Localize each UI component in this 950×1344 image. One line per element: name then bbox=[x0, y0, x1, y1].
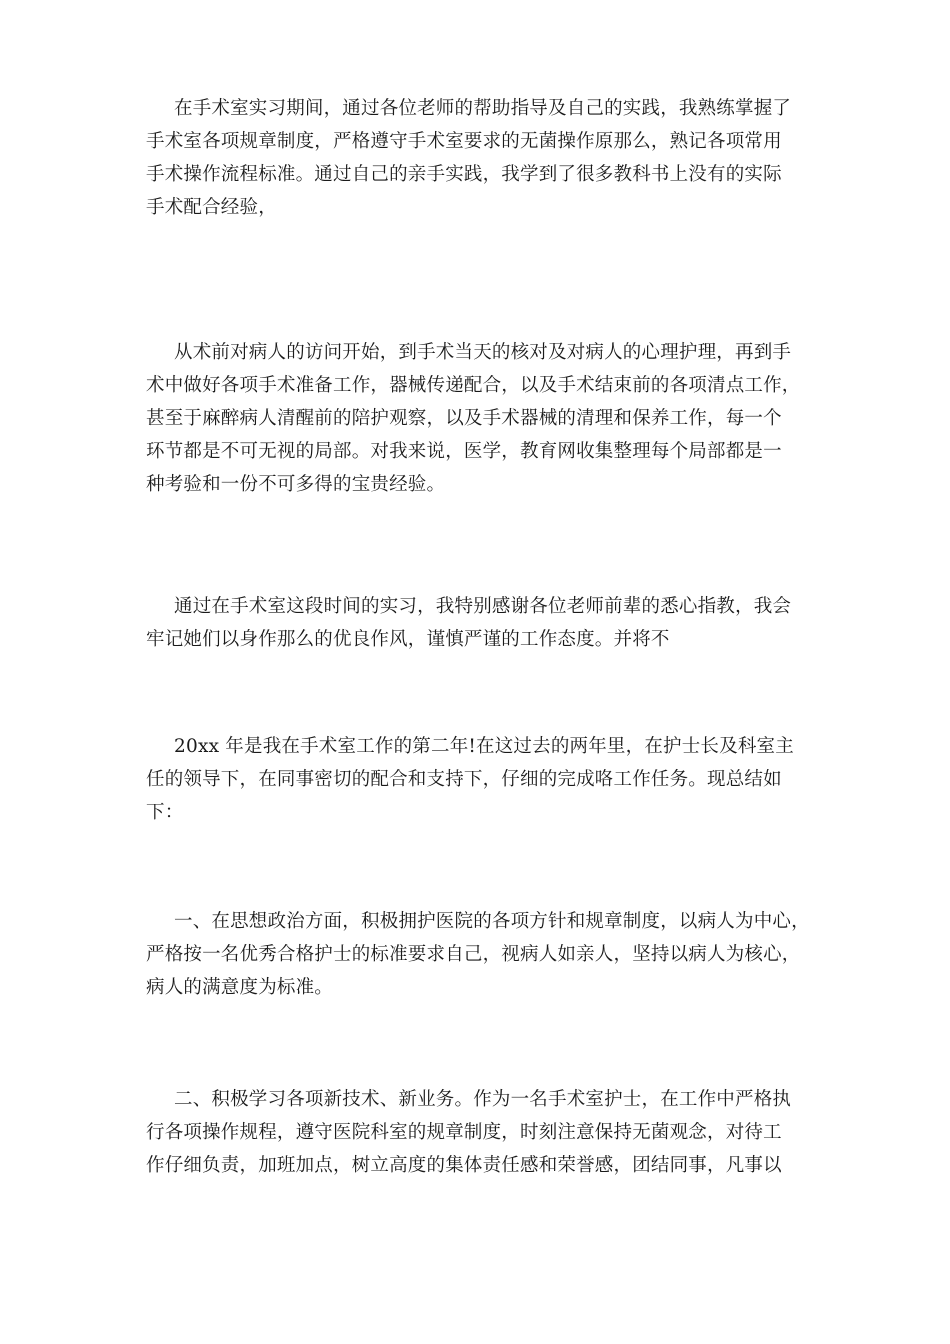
paragraph-line: 手术配合经验， bbox=[146, 197, 277, 218]
paragraph-line: 环节都是不可无视的局部。对我来说，医学，教育网收集整理每个局部都是一 bbox=[146, 441, 782, 462]
paragraph-line: 在手术室实习期间，通过各位老师的帮助指导及自己的实践，我熟练掌握了 bbox=[174, 98, 792, 119]
paragraph-line: 通过在手术室这段时间的实习，我特别感谢各位老师前辈的悉心指教，我会 bbox=[174, 596, 792, 617]
paragraph-line: 任的领导下，在同事密切的配合和支持下，仔细的完成咯工作任务。现总结如 bbox=[146, 769, 782, 790]
paragraph-line: 20xx 年是我在手术室工作的第二年!在这过去的两年里，在护士长及科室主 bbox=[174, 736, 794, 757]
paragraph-gratitude bbox=[146, 590, 806, 656]
paragraph-line: 二、积极学习各项新技术、新业务。作为一名手术室护士，在工作中严格执 bbox=[174, 1089, 792, 1110]
paragraph-line: 从术前对病人的访问开始，到手术当天的核对及对病人的心理护理，再到手 bbox=[174, 342, 792, 363]
paragraph-line: 牢记她们以身作那么的优良作风，谨慎严谨的工作态度。并将不 bbox=[146, 629, 670, 650]
paragraph-new-techniques bbox=[146, 1083, 806, 1182]
paragraph-line: 作仔细负责，加班加点，树立高度的集体责任感和荣誉感，团结同事，凡事以 bbox=[146, 1155, 782, 1176]
paragraph-second-year bbox=[146, 730, 806, 829]
paragraph-preoperative-visit bbox=[146, 336, 806, 501]
paragraph-line: 甚至于麻醉病人清醒前的陪护观察，以及手术器械的清理和保养工作，每一个 bbox=[146, 408, 782, 429]
paragraph-line: 种考验和一份不可多得的宝贵经验。 bbox=[146, 474, 446, 495]
paragraph-internship-period bbox=[146, 92, 806, 224]
paragraph-line: 手术室各项规章制度，严格遵守手术室要求的无菌操作原那么，熟记各项常用 bbox=[146, 131, 782, 152]
paragraph-line: 下： bbox=[146, 802, 184, 823]
paragraph-line: 行各项操作规程，遵守医院科室的规章制度，时刻注意保持无菌观念，对待工 bbox=[146, 1122, 782, 1143]
paragraph-line: 一、在思想政治方面，积极拥护医院的各项方针和规章制度，以病人为中心， bbox=[174, 911, 810, 932]
paragraph-line: 术中做好各项手术准备工作，器械传递配合，以及手术结束前的各项清点工作， bbox=[146, 375, 801, 396]
paragraph-line: 手术操作流程标准。通过自己的亲手实践，我学到了很多教科书上没有的实际 bbox=[146, 164, 782, 185]
paragraph-line: 病人的满意度为标准。 bbox=[146, 977, 334, 998]
paragraph-line: 严格按一名优秀合格护士的标准要求自己，视病人如亲人，坚持以病人为核心， bbox=[146, 944, 801, 965]
paragraph-political-thought bbox=[146, 905, 810, 1004]
